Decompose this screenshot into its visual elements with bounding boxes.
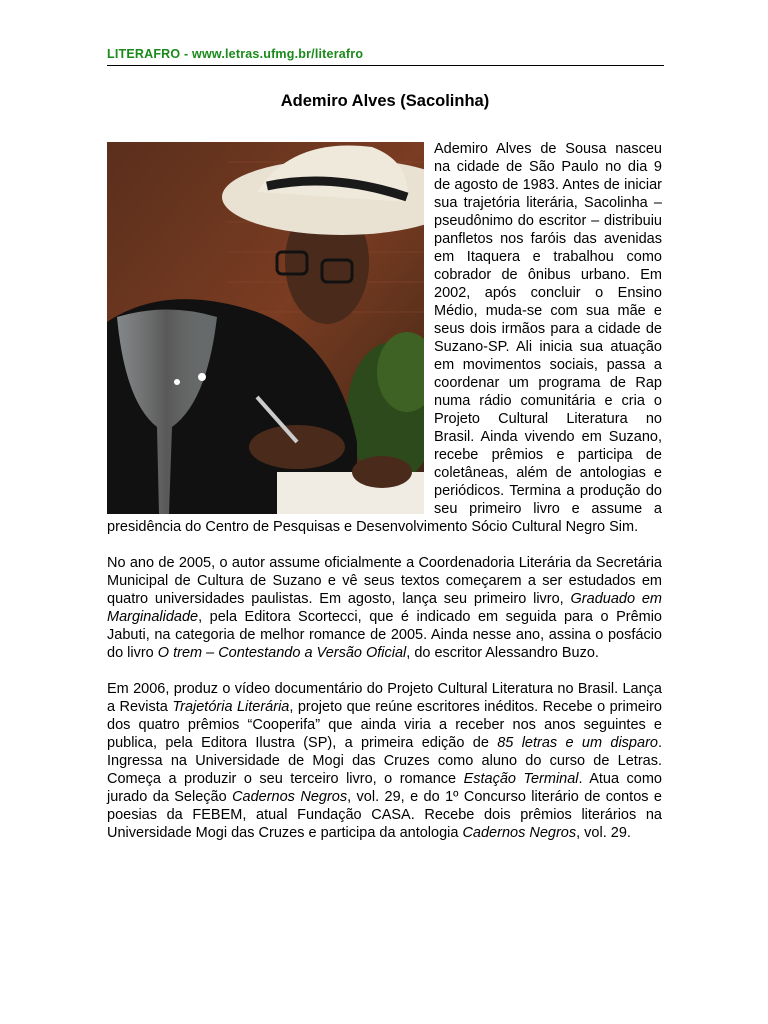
author-photo-image [107,142,424,514]
text-run: , do escritor Alessandro Buzo. [406,645,599,661]
paragraph-intro: Ademiro Alves de Sousa nasceu na cidade de São Paulo no dia 9 de agosto de 1983. Antes de iniciar sua trajetória literária, Sacolinha – pseudônimo do escritor – distribuiu panfletos nos faróis das avenidas em Itaquera e trabalhou como cobrador de ônibus urbano. Em 2002, após concluir o Ensino Médio, muda-se com sua mãe e seus dois irmãos para a cidade de Suzano-SP. Ali inicia sua atuação em movimentos sociais, passa a coordenar um programa de Rap numa rádio comunitária e cria o Projeto Cultural Literatura no Brasil. Ainda vivendo em Suzano, recebe prêmios e participa de coletâneas, além de antologias e periódicos. Termina a produção do seu primeiro livro e assume a presidência do Centro de Pesquisas e Desenvolvimento Sócio Cultural Negro Sim. [107,141,662,535]
paragraph-2006 [107,680,662,842]
article-body [107,140,662,860]
text-run: , vol. 29. [576,825,631,841]
book-title: Estação Terminal [463,771,579,787]
page-title: Ademiro Alves (Sacolinha) [280,92,490,110]
text-run: , vol. 29, e do 1º Concurso literário de contos e poesias da FEBEM, atual Fundação CASA. Recebe dois prêmios literários na Universidade Mogi das Cruzes e participa da antologia [107,789,662,841]
book-title: O trem – Contestando a Versão Oficial [157,645,407,661]
text-run: , pela Editora Scortecci, que é indicado em seguida para o Prêmio Jabuti, na categoria de melhor romance de 2005. Ainda nesse ano, assina o posfácio do livro [107,609,662,661]
site-header[interactable]: LITERAFRO - www.letras.ufmg.br/literafro [107,47,364,61]
book-title: 85 letras e um disparo [497,735,658,751]
magazine-title: Trajetória Literária [172,699,290,715]
text-run: Em 2006, produz o vídeo documentário do Projeto Cultural Literatura no Brasil. Lança a Revista [107,681,662,715]
text-run: . Ingressa na Universidade de Mogi das Cruzes como aluno do curso de Letras. Começa a produzir o seu terceiro livro, o romance [107,735,662,787]
text-run: No ano de 2005, o autor assume oficialmente a Coordenadoria Literária da Secretária Municipal de Cultura de Suzano e vê seus textos começarem a ser estudados em quatro universidades paulistas. Em agosto, lança seu primeiro livro, [107,555,662,607]
anthology-title: Cadernos Negros [232,789,348,805]
text-run: . Atua como jurado da Seleção [107,771,662,805]
author-photo [107,142,424,514]
book-title: Graduado em Marginalidade [107,591,662,625]
header-divider [107,65,664,66]
paragraph-2005 [107,554,662,662]
text-run: , projeto que reúne escritores inéditos. Recebe o primeiro dos quatro prêmios “Cooperifa” que ainda viria a receber nos anos seguintes e publica, pela Editora Ilustra (SP), a primeira edição de [107,699,662,751]
anthology-title: Cadernos Negros [462,825,577,841]
